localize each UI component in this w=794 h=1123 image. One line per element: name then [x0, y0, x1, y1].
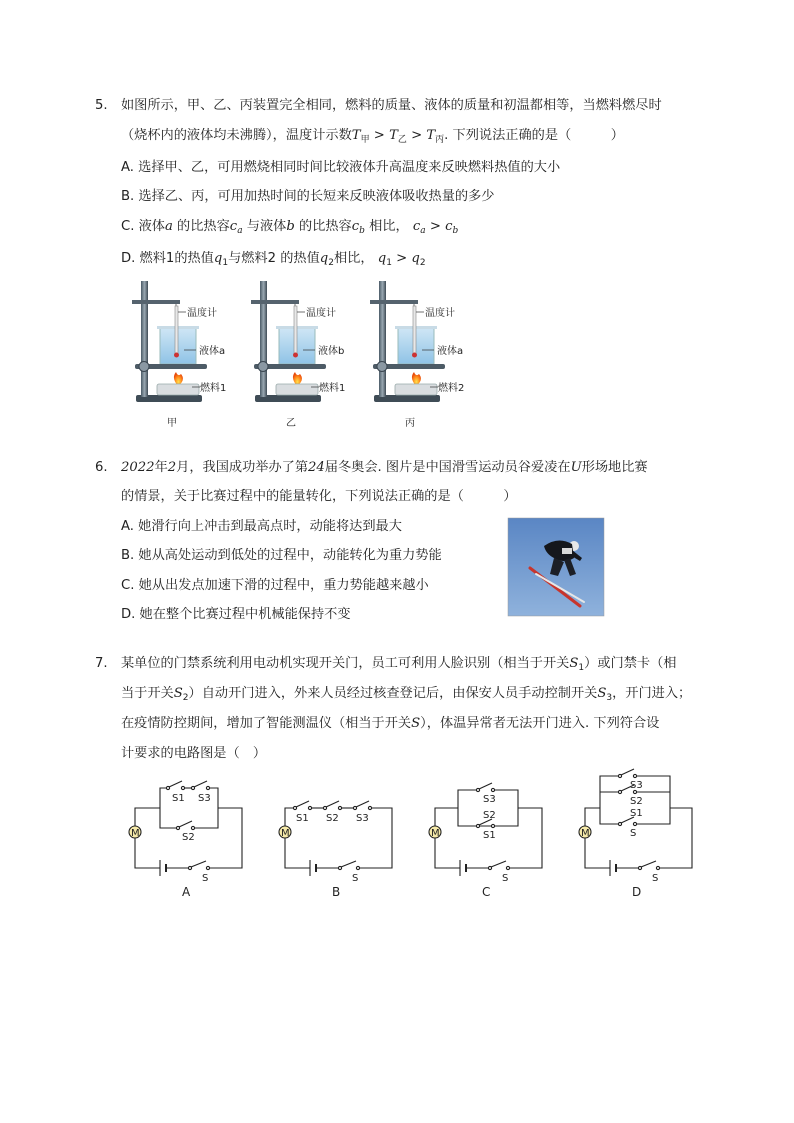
thermometer-bulb-icon	[412, 353, 417, 358]
apparatus-bing	[370, 281, 464, 429]
fuel-dish-icon	[276, 384, 318, 395]
q6-u: U	[570, 460, 582, 475]
q7-stem-line3	[121, 715, 659, 732]
thermometer-label: 温度计	[187, 308, 217, 319]
q5-d-two: 2	[267, 251, 277, 266]
caption-bing: 丙	[405, 418, 415, 429]
liquid-label: 液体a	[437, 346, 464, 357]
q5-c-sub-a: a	[237, 226, 243, 236]
q5-T-jia: T	[351, 128, 361, 143]
a-s1-label: S1	[172, 793, 185, 804]
q5-d-text2: 的热值	[174, 251, 214, 266]
motor-label: M	[581, 828, 590, 839]
skier-photo	[508, 518, 604, 616]
q5-c-cb2: c	[445, 219, 453, 234]
q5-stem-tail: . 下列说法正确的是（ ）	[444, 128, 624, 143]
b-s2-label: S2	[326, 813, 339, 824]
q7-s2: S	[173, 686, 183, 701]
q5-option-a: A. 选择甲、乙，可用燃烧相同时间比较液体升高温度来反映燃料热值的大小	[121, 160, 561, 175]
thermometer-label: 温度计	[306, 308, 336, 319]
q5-d-text5: 相比，	[333, 251, 374, 266]
circuit-b-label: B	[332, 885, 341, 899]
q5-d-q1b: q	[377, 251, 387, 266]
circuit-c	[429, 783, 542, 899]
q5-d-sub2b: 2	[419, 258, 426, 268]
q5-c-gt: >	[429, 219, 441, 234]
fuel-label: 燃料1	[200, 383, 227, 394]
q6-t4: 形场地比赛	[581, 460, 648, 475]
q6-t3: 届冬奥会. 图片是中国滑雪运动员谷爱凌在	[324, 460, 571, 475]
q5-stem-text: （烧杯内的液体均未沸腾），温度计示数	[121, 128, 352, 143]
caption-yi: 乙	[286, 418, 296, 429]
stand-pole-icon	[141, 281, 148, 397]
q5-gt-2: >	[411, 128, 423, 143]
q5-d-sub2: 2	[328, 258, 334, 268]
q7-s1-sub: 1	[578, 663, 585, 673]
clamp-arm-icon	[370, 300, 418, 304]
ring-clamp-icon	[377, 362, 387, 372]
stand-pole-icon	[260, 281, 267, 397]
q5-stem-line2	[121, 127, 624, 144]
q5-c-ca2: c	[412, 219, 421, 234]
q6-option-d: D. 她在整个比赛过程中机械能保持不变	[121, 607, 351, 622]
q5-sub-yi: 乙	[397, 135, 407, 145]
q7-t2: ）或门禁卡（相	[584, 656, 677, 671]
motor-label: M	[131, 828, 140, 839]
motor-label: M	[431, 828, 440, 839]
q6-option-b: B. 她从高处运动到低处的过程中，动能转化为重力势能	[121, 548, 442, 563]
q6-option-c: C. 她从出发点加速下滑的过程中，重力势能越来越小	[121, 578, 429, 593]
circuit-a	[129, 781, 242, 899]
q7-t6: 在疫情防控期间，增加了智能测温仪（相当于开关	[121, 716, 412, 731]
q5-c-text5: 相比，	[364, 219, 409, 234]
q7-t1: 某单位的门禁系统利用电动机实现开关门，员工可利用人脸识别（相当于开关	[121, 656, 570, 671]
q5-apparatus-figure	[120, 278, 480, 433]
q6-t1: 年	[154, 460, 168, 475]
thermometer-icon	[175, 306, 178, 354]
motor-label: M	[281, 828, 290, 839]
fuel-dish-icon	[157, 384, 199, 395]
apparatus-yi	[251, 281, 345, 429]
q5-d-q1: q	[213, 251, 223, 266]
c-s3-label: S3	[483, 794, 496, 805]
q6-t2: 月，我国成功举办了第	[176, 460, 309, 475]
q5-T-yi: T	[389, 128, 398, 143]
d-s-sw-label: S	[630, 828, 637, 839]
c-s2-label: S2	[483, 810, 496, 821]
d-s2-label: S2	[630, 796, 643, 807]
q5-d-one: 1	[165, 251, 175, 266]
thermometer-bulb-icon	[174, 353, 179, 358]
q5-c-cb: c	[351, 219, 360, 234]
q7-s: S	[411, 716, 421, 731]
caption-jia: 甲	[167, 418, 177, 429]
fuel-label: 燃料2	[438, 383, 465, 394]
q6-stem-line2: 的情景，关于比赛过程中的能量转化，下列说法正确的是（ ）	[121, 489, 517, 504]
q7-s3-sub: 3	[606, 693, 613, 703]
b-s3-label: S3	[356, 813, 369, 824]
q5-d-text4: 的热值	[276, 251, 320, 266]
q7-number: 7.	[95, 656, 108, 671]
q5-c-ca: c	[229, 219, 238, 234]
fuel-label: 燃料1	[319, 383, 346, 394]
q5-option-d	[121, 250, 426, 267]
q5-sub-bing: 丙	[435, 135, 445, 145]
c-s1-label: S1	[483, 830, 496, 841]
a-s3-label: S3	[198, 793, 211, 804]
circuit-a-label: A	[182, 885, 191, 899]
clamp-arm-icon	[132, 300, 180, 304]
q6-month: 2	[167, 460, 177, 475]
q5-c-var-a: a	[164, 219, 173, 234]
circuit-d-label: D	[632, 885, 642, 899]
circuit-d	[579, 769, 692, 899]
q5-c-sub-a2: a	[420, 226, 426, 236]
bib-icon	[562, 548, 572, 554]
liquid-label: 液体a	[199, 346, 226, 357]
q5-c-var-b: b	[286, 219, 295, 234]
thermometer-icon	[413, 306, 416, 354]
q7-s1: S	[569, 656, 579, 671]
fuel-dish-icon	[395, 384, 437, 395]
thermometer-label: 温度计	[425, 308, 455, 319]
q5-d-text1: D. 燃料	[121, 251, 166, 266]
q5-option-c	[121, 218, 458, 235]
ring-clamp-icon	[139, 362, 149, 372]
d-s1-label: S1	[630, 808, 643, 819]
b-s1-label: S1	[296, 813, 309, 824]
c-s-label: S	[502, 873, 509, 884]
q6-option-a: A. 她滑行向上冲击到最高点时，动能将达到最大	[121, 519, 402, 534]
q7-t7: ），体温异常者无法开门进入. 下列符合设	[420, 716, 660, 731]
q7-stem-line2	[121, 685, 691, 702]
q5-c-sub-b: b	[359, 226, 365, 236]
stand-pole-icon	[379, 281, 386, 397]
apparatus-jia	[132, 281, 226, 429]
circuit-b	[279, 801, 392, 899]
q7-t5: ，开门进入；	[612, 686, 692, 701]
q5-c-text4: 的比热容	[294, 219, 352, 234]
q5-option-b: B. 选择乙、丙，可用加热时间的长短来反映液体吸收热量的多少	[121, 189, 495, 204]
circuit-diagrams	[120, 768, 700, 903]
q7-s2-sub: 2	[182, 693, 189, 703]
q5-c-text2: 的比热容	[172, 219, 230, 234]
q5-c-text1: C. 液体	[121, 219, 165, 234]
a-s2-label: S2	[182, 832, 195, 843]
q5-gt-1: >	[373, 128, 385, 143]
q5-d-q2: q	[319, 251, 329, 266]
q5-d-sub1b: 1	[386, 258, 392, 268]
liquid-label: 液体b	[318, 346, 345, 357]
d-s-label: S	[652, 873, 659, 884]
q7-stem-line1	[121, 655, 676, 672]
q7-t3: 当于开关	[121, 686, 174, 701]
b-s-label: S	[352, 873, 359, 884]
d-s3-label: S3	[630, 780, 643, 791]
q6-edition: 24	[308, 460, 325, 475]
a-s-label: S	[202, 873, 209, 884]
q5-T-bing: T	[426, 128, 436, 143]
q5-c-text3: 与液体	[242, 219, 287, 234]
q6-number: 6.	[95, 460, 108, 475]
q7-stem-line4: 计要求的电路图是（ ）	[121, 746, 267, 761]
circuit-c-label: C	[482, 885, 491, 899]
q5-d-text3: 与燃料	[228, 251, 268, 266]
q6-year: 2022	[121, 460, 155, 475]
q5-stem-line1: 如图所示，甲、乙、丙装置完全相同，燃料的质量、液体的质量和初温都相等，当燃料燃尽时	[121, 98, 662, 113]
q5-d-q2b: q	[411, 251, 420, 266]
q7-s3: S	[597, 686, 607, 701]
ring-clamp-icon	[258, 362, 268, 372]
q5-c-sub-b2: b	[452, 226, 459, 236]
thermometer-icon	[294, 306, 297, 354]
thermometer-bulb-icon	[293, 353, 298, 358]
clamp-arm-icon	[251, 300, 299, 304]
q5-d-gt: >	[396, 251, 408, 266]
q6-stem-line1	[121, 459, 648, 476]
q5-d-sub1: 1	[222, 258, 229, 268]
q5-sub-jia: 甲	[360, 135, 370, 145]
q5-number: 5.	[95, 98, 108, 113]
q7-t4: ）自动开门进入，外来人员经过核查登记后，由保安人员手动控制开关	[188, 686, 598, 701]
